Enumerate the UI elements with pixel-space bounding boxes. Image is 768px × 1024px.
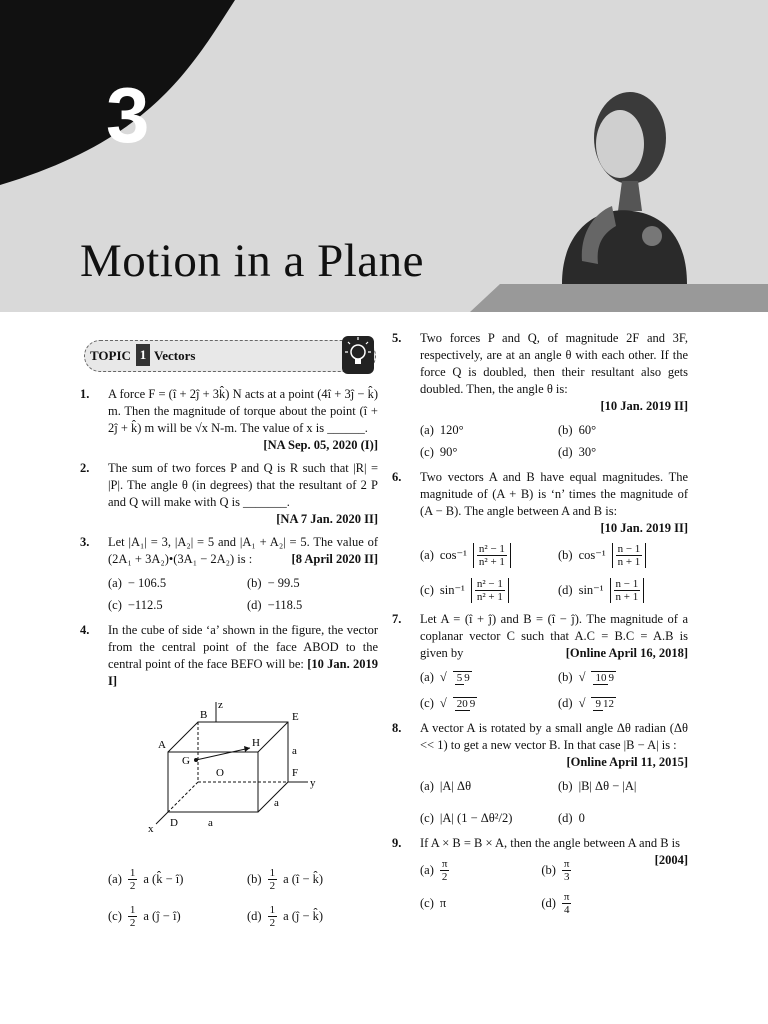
fraction xyxy=(612,543,647,568)
option-label: (b) xyxy=(558,548,573,562)
side-label: a xyxy=(292,745,297,757)
numerator: 1 xyxy=(129,867,136,879)
numerator: 10 xyxy=(595,671,607,684)
question-number: 1. xyxy=(80,387,90,401)
denominator: 2 xyxy=(269,880,276,892)
denominator: 9 xyxy=(464,671,470,684)
topic-header xyxy=(80,334,378,376)
option-value: a (î − k̂) xyxy=(283,872,324,886)
option-d[interactable] xyxy=(558,809,688,827)
option-c[interactable] xyxy=(108,904,239,929)
option-a[interactable] xyxy=(108,574,239,592)
option-label: (c) xyxy=(420,695,434,710)
option-d[interactable] xyxy=(558,443,688,461)
option-label: (a) xyxy=(420,778,434,793)
fraction xyxy=(591,697,616,710)
option-b[interactable] xyxy=(558,421,688,439)
option-a[interactable] xyxy=(420,543,550,568)
numerator: π xyxy=(441,858,448,870)
question-3 xyxy=(80,534,378,568)
option-label: (a) xyxy=(420,422,434,437)
option-b[interactable] xyxy=(247,867,378,892)
option-value: π xyxy=(439,896,447,910)
question-text: A vector A is rotated by a small angle Δθ radian (Δθ << 1) to get a new vector B. In that case |B − A| is : xyxy=(420,721,688,752)
option-a[interactable] xyxy=(420,421,550,439)
option-label: (b) xyxy=(558,669,573,684)
question-8 xyxy=(392,720,688,771)
option-value: −112.5 xyxy=(127,597,163,612)
option-d[interactable]: (d) √ 9 12 xyxy=(558,695,614,710)
vertex-f-label: F xyxy=(292,767,299,779)
numerator: 9 xyxy=(595,697,601,710)
question-5 xyxy=(392,330,688,415)
function-name: sin⁻¹ xyxy=(578,583,604,597)
denominator: 2 xyxy=(441,871,448,883)
chapter-banner xyxy=(0,0,768,312)
numerator: 1 xyxy=(269,904,276,916)
option-label: (b) xyxy=(247,872,262,886)
option-value: 90° xyxy=(439,444,458,459)
option-label: (b) xyxy=(541,863,556,877)
option-value: 0 xyxy=(578,810,585,825)
question-source: [NA Sep. 05, 2020 (I)] xyxy=(263,438,378,452)
fraction xyxy=(128,867,138,892)
question-text: Let |A₁| = 3, |A₂| = 5 and |A₁ + A₂| = 5. The value of (2A₁ + 3A₂)•(3A₁ − 2A₂) is : xyxy=(108,535,378,566)
option-value: a (k̂ − î) xyxy=(143,872,184,886)
numerator: 1 xyxy=(269,867,276,879)
option-label: (a) xyxy=(420,863,434,877)
question-5-options xyxy=(420,421,688,461)
cube-figure xyxy=(140,702,340,852)
option-label: (c) xyxy=(420,810,434,825)
lightbulb-icon xyxy=(342,336,374,374)
question-9-options xyxy=(420,858,655,916)
question-source: [Online April 11, 2015] xyxy=(566,755,688,769)
denominator: 9 xyxy=(469,697,476,710)
option-b[interactable] xyxy=(558,777,688,795)
option-label: (d) xyxy=(558,444,573,459)
point-g-label: G xyxy=(182,755,190,767)
option-value: |B| Δθ − |A| xyxy=(578,778,637,793)
topic-label: TOPIC xyxy=(90,348,131,363)
origin-o-label: O xyxy=(216,767,224,779)
option-a[interactable] xyxy=(420,858,533,883)
option-value: − 106.5 xyxy=(127,575,167,590)
question-8-options xyxy=(420,777,688,827)
option-value: 60° xyxy=(578,422,597,437)
question-number: 4. xyxy=(80,623,90,637)
denominator: 4 xyxy=(563,904,570,916)
question-7 xyxy=(392,611,688,662)
fraction xyxy=(471,578,509,603)
question-source: [10 Jan. 2019 II] xyxy=(600,521,688,535)
option-value: 120° xyxy=(439,422,464,437)
chapter-title: Motion in a Plane xyxy=(80,235,424,287)
fraction xyxy=(128,904,138,929)
option-c[interactable] xyxy=(108,596,239,614)
fraction xyxy=(453,671,472,684)
function-name: sin⁻¹ xyxy=(439,583,465,597)
fraction xyxy=(591,671,616,684)
option-label: (c) xyxy=(108,597,122,612)
option-label: (b) xyxy=(558,778,573,793)
question-text: Two vectors A and B have equal magnitudes. The magnitude of (A + B) is ‘n’ times the magnitude of (A − B). The angle between A and B is: xyxy=(420,470,688,518)
vertex-e-label: E xyxy=(292,711,299,723)
denominator: 3 xyxy=(563,871,570,883)
numerator: 1 xyxy=(129,904,136,916)
option-value: |A| Δθ xyxy=(439,778,472,793)
option-b[interactable]: (b) √ 10 9 xyxy=(558,669,614,684)
denominator: n² + 1 xyxy=(478,556,505,568)
question-text: The sum of two forces P and Q is R such that |R| = |P|. The angle θ (in degrees) that the resultant of 2 P and Q will make with Q is _______. xyxy=(108,461,378,509)
robot-illustration xyxy=(552,86,692,284)
side-label: a xyxy=(274,797,279,809)
question-2 xyxy=(80,460,378,528)
chapter-number: 3 xyxy=(106,71,150,159)
option-d[interactable] xyxy=(247,904,378,929)
question-number: 9. xyxy=(392,836,402,850)
denominator: 2 xyxy=(269,917,276,929)
question-source: [8 April 2020 II] xyxy=(291,552,378,566)
question-6 xyxy=(392,469,688,537)
question-source: [Online April 16, 2018] xyxy=(565,646,688,660)
option-label: (d) xyxy=(247,597,262,612)
topic-name: Vectors xyxy=(154,348,196,363)
option-label: (d) xyxy=(541,896,556,910)
question-source: [NA 7 Jan. 2020 II] xyxy=(276,512,378,526)
denominator: 12 xyxy=(602,697,614,710)
question-source: [10 Jan. 2019 II] xyxy=(600,399,688,413)
option-label: (d) xyxy=(558,810,573,825)
option-c[interactable] xyxy=(420,578,550,603)
option-label: (b) xyxy=(247,575,262,590)
question-4-options xyxy=(108,867,378,929)
fraction xyxy=(562,891,572,916)
numerator: n − 1 xyxy=(617,543,641,555)
fraction xyxy=(268,867,278,892)
denominator: n² + 1 xyxy=(476,591,503,603)
option-d[interactable] xyxy=(541,891,654,916)
fraction xyxy=(453,697,478,710)
option-a[interactable]: (a) √ 5 9 xyxy=(420,669,470,684)
fraction xyxy=(562,858,572,883)
function-name: cos⁻¹ xyxy=(439,548,467,562)
option-value: |A| (1 − Δθ²/2) xyxy=(439,810,513,825)
vertex-d-label: D xyxy=(170,817,178,829)
option-label: (d) xyxy=(247,909,262,923)
numerator: π xyxy=(563,858,570,870)
option-label: (a) xyxy=(108,575,122,590)
axis-x-label: x xyxy=(148,823,154,835)
question-text: If A × B = B × A, then the angle between A and B is xyxy=(420,836,681,850)
question-number: 5. xyxy=(392,331,402,345)
option-value: 30° xyxy=(578,444,597,459)
question-7-options xyxy=(420,668,688,712)
option-c[interactable] xyxy=(420,809,550,827)
option-d[interactable] xyxy=(558,578,688,603)
numerator: π xyxy=(563,891,570,903)
option-c[interactable] xyxy=(420,443,550,461)
fraction xyxy=(440,858,450,883)
question-number: 8. xyxy=(392,721,402,735)
option-label: (c) xyxy=(420,896,434,910)
right-column xyxy=(392,330,688,924)
option-label: (a) xyxy=(420,669,434,684)
axis-y-label: y xyxy=(310,777,316,789)
numerator: 5 xyxy=(456,671,463,684)
question-number: 6. xyxy=(392,470,402,484)
question-4 xyxy=(80,622,378,690)
denominator: n + 1 xyxy=(615,591,639,603)
question-3-options xyxy=(108,574,378,614)
numerator: n² − 1 xyxy=(478,543,505,555)
option-b[interactable] xyxy=(541,858,654,883)
option-label: (d) xyxy=(558,583,573,597)
denominator: 2 xyxy=(129,917,136,929)
option-label: (d) xyxy=(558,695,573,710)
fraction xyxy=(473,543,511,568)
question-source: [10 Jan. 2019 I] xyxy=(108,657,379,688)
question-text: In the cube of side ‘a’ shown in the figure, the vector from the central point of the face ABOD to the central point of the face BEFO will be: xyxy=(108,623,378,671)
option-label: (a) xyxy=(108,872,122,886)
option-label: (c) xyxy=(420,444,434,459)
option-label: (a) xyxy=(420,548,434,562)
numerator: 20 xyxy=(456,697,468,710)
question-number: 3. xyxy=(80,535,90,549)
vertex-b-label: B xyxy=(200,709,208,721)
point-h-label: H xyxy=(252,737,260,749)
option-label: (b) xyxy=(558,422,573,437)
question-text: A force F = (î + 2ĵ + 3k̂) N acts at a point (4î + 3ĵ − k̂) m. Then the magnitude of torque about the point (î + 2ĵ + k̂) m will be √x N-m. The value of x is ______. xyxy=(108,387,378,435)
option-b[interactable] xyxy=(558,543,688,568)
denominator: n + 1 xyxy=(617,556,641,568)
left-column xyxy=(80,334,378,937)
fraction xyxy=(610,578,645,603)
option-c[interactable]: (c) √ 20 9 xyxy=(420,695,476,710)
question-6-options xyxy=(420,543,688,603)
side-label: a xyxy=(208,817,213,829)
question-1 xyxy=(80,386,378,454)
question-source: [2004] xyxy=(654,853,688,867)
option-c[interactable] xyxy=(420,891,533,916)
denominator: 9 xyxy=(608,671,614,684)
option-label: (c) xyxy=(108,909,122,923)
topic-number: 1 xyxy=(136,344,150,366)
axis-z-label: z xyxy=(218,702,223,711)
numerator: n² − 1 xyxy=(476,578,503,590)
option-value: a (ĵ − î) xyxy=(143,909,181,923)
question-text: Let A = (î + ĵ) and B = (î − ĵ). The magnitude of a coplanar vector C such that A.C = B.C = A.B is given by xyxy=(420,612,688,660)
option-value: −118.5 xyxy=(267,597,303,612)
option-b[interactable] xyxy=(247,574,378,592)
fraction xyxy=(268,904,278,929)
numerator: n − 1 xyxy=(615,578,639,590)
question-text: Two forces P and Q, of magnitude 2F and 3F, respectively, are at an angle θ with each other. If the force Q is doubled, then their resultant also gets doubled. Then, the angle θ is: xyxy=(420,331,688,396)
vertex-a-label: A xyxy=(158,739,166,751)
option-value: − 99.5 xyxy=(267,575,300,590)
question-9 xyxy=(392,835,688,867)
option-value: a (ĵ − k̂) xyxy=(283,909,324,923)
question-number: 2. xyxy=(80,461,90,475)
option-a[interactable] xyxy=(420,777,550,795)
option-d[interactable] xyxy=(247,596,378,614)
option-label: (c) xyxy=(420,583,434,597)
question-number: 7. xyxy=(392,612,402,626)
option-a[interactable] xyxy=(108,867,239,892)
denominator: 2 xyxy=(129,880,136,892)
function-name: cos⁻¹ xyxy=(578,548,606,562)
